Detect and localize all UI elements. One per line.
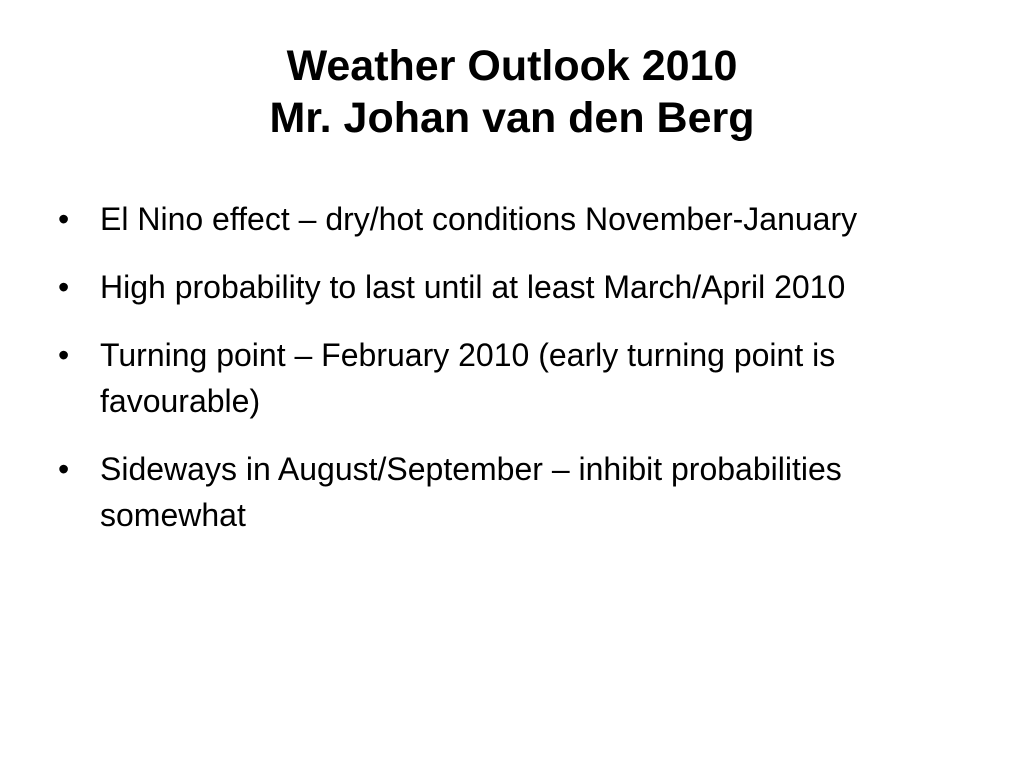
bullet-icon: • [58, 451, 70, 487]
bullet-item [58, 446, 958, 538]
bullet-text: High probability to last until at least March/April 2010 [100, 269, 846, 305]
slide-title [0, 40, 1024, 144]
bullet-item [58, 196, 958, 242]
bullet-icon: • [58, 269, 70, 305]
bullet-text: Sideways in August/September – inhibit probabilities somewhat [100, 451, 842, 533]
bullet-icon: • [58, 337, 70, 373]
bullet-item [58, 332, 958, 424]
bullet-text: El Nino effect – dry/hot conditions November-January [100, 201, 858, 237]
bullet-list [58, 196, 958, 560]
bullet-text: Turning point – February 2010 (early turning point is favourable) [100, 337, 836, 419]
title-line-1: Weather Outlook 2010 [286, 42, 738, 90]
bullet-icon: • [58, 201, 70, 237]
bullet-item [58, 264, 958, 310]
title-line-2: Mr. Johan van den Berg [269, 94, 755, 142]
